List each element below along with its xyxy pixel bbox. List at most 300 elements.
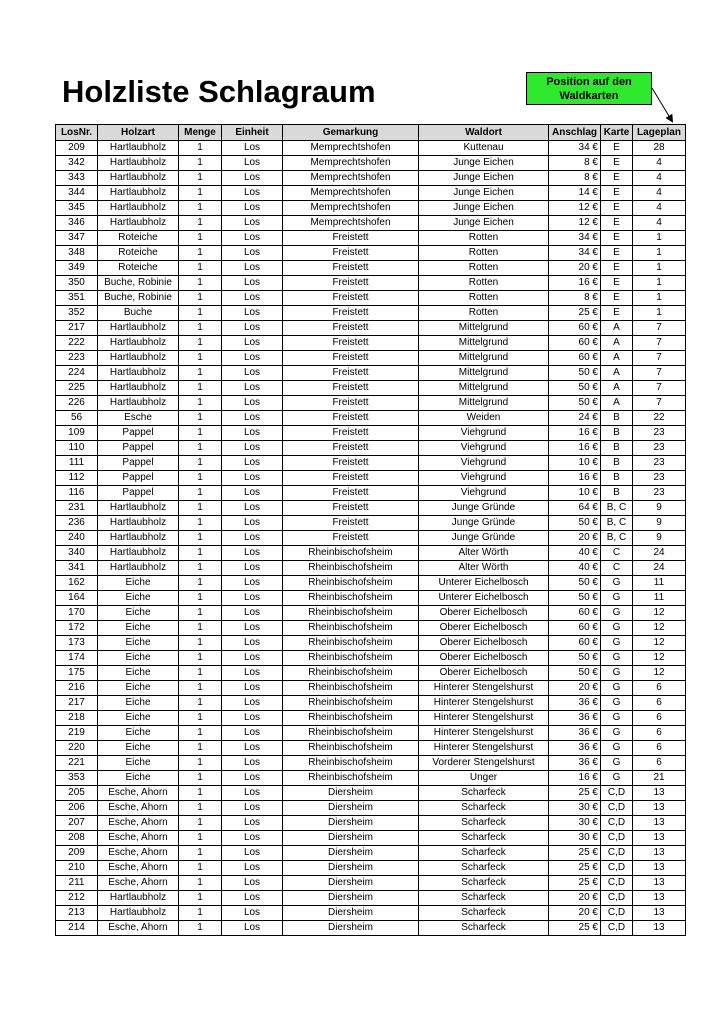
table-row bbox=[56, 231, 686, 246]
cell-karte: C,D bbox=[601, 786, 633, 801]
cell-einheit: Los bbox=[222, 441, 283, 456]
cell-waldort: Unterer Eichelbosch bbox=[419, 576, 549, 591]
table-row bbox=[56, 636, 686, 651]
cell-einheit: Los bbox=[222, 186, 283, 201]
cell-einheit: Los bbox=[222, 651, 283, 666]
table-row bbox=[56, 546, 686, 561]
cell-einheit: Los bbox=[222, 861, 283, 876]
cell-menge: 1 bbox=[179, 606, 222, 621]
cell-waldort: Viehgrund bbox=[419, 426, 549, 441]
cell-karte: B bbox=[601, 471, 633, 486]
cell-einheit: Los bbox=[222, 321, 283, 336]
cell-lageplan: 4 bbox=[633, 156, 686, 171]
cell-karte: E bbox=[601, 231, 633, 246]
table-row bbox=[56, 726, 686, 741]
cell-holzart: Roteiche bbox=[98, 231, 179, 246]
cell-waldort: Vorderer Stengelshurst bbox=[419, 756, 549, 771]
cell-lageplan: 12 bbox=[633, 636, 686, 651]
cell-holzart: Eiche bbox=[98, 636, 179, 651]
cell-gemarkung: Rheinbischofsheim bbox=[283, 621, 419, 636]
callout-box bbox=[526, 72, 652, 105]
cell-holzart: Hartlaubholz bbox=[98, 561, 179, 576]
cell-menge: 1 bbox=[179, 291, 222, 306]
cell-holzart: Esche, Ahorn bbox=[98, 801, 179, 816]
cell-holzart: Buche, Robinie bbox=[98, 291, 179, 306]
cell-menge: 1 bbox=[179, 741, 222, 756]
cell-holzart: Eiche bbox=[98, 726, 179, 741]
cell-waldort: Alter Wörth bbox=[419, 546, 549, 561]
table-row bbox=[56, 696, 686, 711]
cell-holzart: Eiche bbox=[98, 696, 179, 711]
cell-waldort: Mittelgrund bbox=[419, 336, 549, 351]
cell-losnr: 56 bbox=[56, 411, 98, 426]
cell-lageplan: 23 bbox=[633, 471, 686, 486]
cell-einheit: Los bbox=[222, 891, 283, 906]
cell-lageplan: 7 bbox=[633, 366, 686, 381]
table-row bbox=[56, 606, 686, 621]
cell-einheit: Los bbox=[222, 561, 283, 576]
cell-gemarkung: Freistett bbox=[283, 486, 419, 501]
cell-holzart: Hartlaubholz bbox=[98, 321, 179, 336]
cell-waldort: Hinterer Stengelshurst bbox=[419, 696, 549, 711]
cell-anschlag: 12 € bbox=[549, 201, 601, 216]
cell-karte: E bbox=[601, 141, 633, 156]
cell-waldort: Rotten bbox=[419, 306, 549, 321]
cell-anschlag: 25 € bbox=[549, 306, 601, 321]
table-row bbox=[56, 441, 686, 456]
cell-menge: 1 bbox=[179, 261, 222, 276]
cell-gemarkung: Rheinbischofsheim bbox=[283, 726, 419, 741]
cell-losnr: 348 bbox=[56, 246, 98, 261]
cell-gemarkung: Freistett bbox=[283, 456, 419, 471]
cell-holzart: Hartlaubholz bbox=[98, 336, 179, 351]
holzliste-table bbox=[55, 124, 686, 936]
cell-losnr: 236 bbox=[56, 516, 98, 531]
cell-anschlag: 36 € bbox=[549, 696, 601, 711]
cell-menge: 1 bbox=[179, 156, 222, 171]
cell-lageplan: 24 bbox=[633, 561, 686, 576]
cell-anschlag: 36 € bbox=[549, 726, 601, 741]
cell-gemarkung: Diersheim bbox=[283, 786, 419, 801]
cell-lageplan: 4 bbox=[633, 216, 686, 231]
cell-gemarkung: Diersheim bbox=[283, 831, 419, 846]
cell-anschlag: 20 € bbox=[549, 681, 601, 696]
cell-anschlag: 10 € bbox=[549, 456, 601, 471]
cell-einheit: Los bbox=[222, 261, 283, 276]
cell-anschlag: 20 € bbox=[549, 906, 601, 921]
cell-gemarkung: Memprechtshofen bbox=[283, 201, 419, 216]
cell-lageplan: 12 bbox=[633, 606, 686, 621]
cell-einheit: Los bbox=[222, 696, 283, 711]
cell-holzart: Buche bbox=[98, 306, 179, 321]
cell-karte: E bbox=[601, 276, 633, 291]
cell-menge: 1 bbox=[179, 786, 222, 801]
cell-holzart: Hartlaubholz bbox=[98, 186, 179, 201]
cell-einheit: Los bbox=[222, 546, 283, 561]
table-row bbox=[56, 261, 686, 276]
cell-holzart: Hartlaubholz bbox=[98, 156, 179, 171]
table-row bbox=[56, 366, 686, 381]
cell-karte: A bbox=[601, 321, 633, 336]
table-row bbox=[56, 291, 686, 306]
cell-holzart: Eiche bbox=[98, 666, 179, 681]
cell-anschlag: 60 € bbox=[549, 336, 601, 351]
cell-anschlag: 50 € bbox=[549, 396, 601, 411]
cell-losnr: 342 bbox=[56, 156, 98, 171]
cell-karte: G bbox=[601, 711, 633, 726]
cell-waldort: Junge Gründe bbox=[419, 516, 549, 531]
cell-einheit: Los bbox=[222, 906, 283, 921]
cell-losnr: 209 bbox=[56, 141, 98, 156]
cell-waldort: Scharfeck bbox=[419, 906, 549, 921]
cell-lageplan: 13 bbox=[633, 861, 686, 876]
cell-losnr: 213 bbox=[56, 906, 98, 921]
table-row bbox=[56, 471, 686, 486]
cell-anschlag: 16 € bbox=[549, 276, 601, 291]
cell-gemarkung: Freistett bbox=[283, 336, 419, 351]
cell-anschlag: 16 € bbox=[549, 441, 601, 456]
cell-holzart: Eiche bbox=[98, 621, 179, 636]
cell-menge: 1 bbox=[179, 546, 222, 561]
cell-losnr: 349 bbox=[56, 261, 98, 276]
cell-menge: 1 bbox=[179, 201, 222, 216]
cell-lageplan: 4 bbox=[633, 186, 686, 201]
cell-anschlag: 8 € bbox=[549, 291, 601, 306]
table-row bbox=[56, 591, 686, 606]
table-row bbox=[56, 396, 686, 411]
cell-karte: C,D bbox=[601, 861, 633, 876]
cell-waldort: Mittelgrund bbox=[419, 381, 549, 396]
table-row bbox=[56, 891, 686, 906]
cell-waldort: Hinterer Stengelshurst bbox=[419, 741, 549, 756]
cell-anschlag: 50 € bbox=[549, 381, 601, 396]
cell-einheit: Los bbox=[222, 621, 283, 636]
cell-einheit: Los bbox=[222, 801, 283, 816]
table-row bbox=[56, 156, 686, 171]
cell-einheit: Los bbox=[222, 471, 283, 486]
cell-holzart: Eiche bbox=[98, 771, 179, 786]
cell-gemarkung: Rheinbischofsheim bbox=[283, 591, 419, 606]
cell-gemarkung: Rheinbischofsheim bbox=[283, 606, 419, 621]
table-row bbox=[56, 486, 686, 501]
cell-anschlag: 34 € bbox=[549, 141, 601, 156]
cell-lageplan: 9 bbox=[633, 516, 686, 531]
table-row bbox=[56, 501, 686, 516]
cell-lageplan: 1 bbox=[633, 231, 686, 246]
cell-einheit: Los bbox=[222, 681, 283, 696]
cell-holzart: Pappel bbox=[98, 456, 179, 471]
cell-losnr: 212 bbox=[56, 891, 98, 906]
header-losnr: LosNr. bbox=[56, 125, 98, 141]
cell-karte: E bbox=[601, 186, 633, 201]
cell-einheit: Los bbox=[222, 156, 283, 171]
cell-lageplan: 6 bbox=[633, 741, 686, 756]
cell-losnr: 225 bbox=[56, 381, 98, 396]
cell-waldort: Oberer Eichelbosch bbox=[419, 621, 549, 636]
cell-einheit: Los bbox=[222, 576, 283, 591]
cell-einheit: Los bbox=[222, 531, 283, 546]
cell-karte: G bbox=[601, 741, 633, 756]
cell-menge: 1 bbox=[179, 141, 222, 156]
cell-menge: 1 bbox=[179, 921, 222, 936]
cell-menge: 1 bbox=[179, 831, 222, 846]
cell-anschlag: 50 € bbox=[549, 666, 601, 681]
table-row bbox=[56, 906, 686, 921]
cell-losnr: 347 bbox=[56, 231, 98, 246]
cell-einheit: Los bbox=[222, 876, 283, 891]
cell-losnr: 350 bbox=[56, 276, 98, 291]
cell-holzart: Hartlaubholz bbox=[98, 141, 179, 156]
cell-einheit: Los bbox=[222, 306, 283, 321]
cell-einheit: Los bbox=[222, 741, 283, 756]
cell-gemarkung: Diersheim bbox=[283, 906, 419, 921]
cell-holzart: Eiche bbox=[98, 651, 179, 666]
cell-gemarkung: Memprechtshofen bbox=[283, 171, 419, 186]
cell-holzart: Hartlaubholz bbox=[98, 501, 179, 516]
cell-einheit: Los bbox=[222, 816, 283, 831]
cell-einheit: Los bbox=[222, 711, 283, 726]
cell-karte: C,D bbox=[601, 876, 633, 891]
cell-anschlag: 12 € bbox=[549, 216, 601, 231]
cell-karte: E bbox=[601, 156, 633, 171]
cell-gemarkung: Freistett bbox=[283, 231, 419, 246]
cell-gemarkung: Diersheim bbox=[283, 876, 419, 891]
cell-menge: 1 bbox=[179, 246, 222, 261]
cell-waldort: Junge Gründe bbox=[419, 531, 549, 546]
cell-waldort: Hinterer Stengelshurst bbox=[419, 726, 549, 741]
cell-waldort: Mittelgrund bbox=[419, 321, 549, 336]
cell-menge: 1 bbox=[179, 456, 222, 471]
cell-anschlag: 50 € bbox=[549, 516, 601, 531]
cell-menge: 1 bbox=[179, 426, 222, 441]
cell-gemarkung: Rheinbischofsheim bbox=[283, 651, 419, 666]
cell-losnr: 116 bbox=[56, 486, 98, 501]
cell-einheit: Los bbox=[222, 381, 283, 396]
cell-holzart: Eiche bbox=[98, 591, 179, 606]
cell-karte: B bbox=[601, 441, 633, 456]
cell-anschlag: 40 € bbox=[549, 561, 601, 576]
cell-waldort: Weiden bbox=[419, 411, 549, 426]
cell-anschlag: 50 € bbox=[549, 651, 601, 666]
table-row bbox=[56, 651, 686, 666]
cell-gemarkung: Freistett bbox=[283, 276, 419, 291]
cell-gemarkung: Freistett bbox=[283, 306, 419, 321]
cell-lageplan: 12 bbox=[633, 651, 686, 666]
cell-karte: C,D bbox=[601, 831, 633, 846]
cell-anschlag: 24 € bbox=[549, 411, 601, 426]
cell-waldort: Oberer Eichelbosch bbox=[419, 666, 549, 681]
cell-lageplan: 13 bbox=[633, 876, 686, 891]
cell-einheit: Los bbox=[222, 726, 283, 741]
cell-menge: 1 bbox=[179, 666, 222, 681]
cell-karte: B, C bbox=[601, 531, 633, 546]
cell-menge: 1 bbox=[179, 231, 222, 246]
cell-lageplan: 23 bbox=[633, 456, 686, 471]
cell-losnr: 341 bbox=[56, 561, 98, 576]
callout-line-2: Waldkarten bbox=[559, 90, 619, 102]
cell-losnr: 217 bbox=[56, 321, 98, 336]
cell-waldort: Mittelgrund bbox=[419, 366, 549, 381]
cell-einheit: Los bbox=[222, 411, 283, 426]
cell-anschlag: 16 € bbox=[549, 471, 601, 486]
cell-gemarkung: Diersheim bbox=[283, 846, 419, 861]
cell-gemarkung: Diersheim bbox=[283, 891, 419, 906]
cell-anschlag: 64 € bbox=[549, 501, 601, 516]
cell-einheit: Los bbox=[222, 501, 283, 516]
cell-anschlag: 25 € bbox=[549, 846, 601, 861]
cell-holzart: Eiche bbox=[98, 576, 179, 591]
header-einheit: Einheit bbox=[222, 125, 283, 141]
cell-anschlag: 25 € bbox=[549, 786, 601, 801]
cell-waldort: Mittelgrund bbox=[419, 351, 549, 366]
cell-gemarkung: Freistett bbox=[283, 516, 419, 531]
cell-anschlag: 25 € bbox=[549, 861, 601, 876]
cell-gemarkung: Rheinbischofsheim bbox=[283, 771, 419, 786]
cell-gemarkung: Freistett bbox=[283, 366, 419, 381]
cell-karte: G bbox=[601, 771, 633, 786]
cell-holzart: Pappel bbox=[98, 441, 179, 456]
cell-menge: 1 bbox=[179, 351, 222, 366]
table-row bbox=[56, 336, 686, 351]
cell-gemarkung: Freistett bbox=[283, 471, 419, 486]
cell-menge: 1 bbox=[179, 471, 222, 486]
table-row bbox=[56, 321, 686, 336]
cell-lageplan: 9 bbox=[633, 501, 686, 516]
cell-losnr: 209 bbox=[56, 846, 98, 861]
table-row bbox=[56, 846, 686, 861]
cell-lageplan: 13 bbox=[633, 816, 686, 831]
cell-karte: A bbox=[601, 351, 633, 366]
table-row bbox=[56, 756, 686, 771]
cell-karte: G bbox=[601, 606, 633, 621]
cell-holzart: Hartlaubholz bbox=[98, 516, 179, 531]
table-row bbox=[56, 816, 686, 831]
cell-menge: 1 bbox=[179, 576, 222, 591]
cell-anschlag: 16 € bbox=[549, 426, 601, 441]
cell-holzart: Hartlaubholz bbox=[98, 351, 179, 366]
cell-losnr: 210 bbox=[56, 861, 98, 876]
cell-waldort: Scharfeck bbox=[419, 876, 549, 891]
cell-menge: 1 bbox=[179, 756, 222, 771]
cell-holzart: Esche, Ahorn bbox=[98, 846, 179, 861]
cell-lageplan: 7 bbox=[633, 321, 686, 336]
cell-karte: G bbox=[601, 696, 633, 711]
cell-karte: B bbox=[601, 426, 633, 441]
cell-gemarkung: Freistett bbox=[283, 396, 419, 411]
cell-karte: G bbox=[601, 666, 633, 681]
cell-karte: A bbox=[601, 336, 633, 351]
header-anschlag: Anschlag bbox=[549, 125, 601, 141]
cell-waldort: Junge Eichen bbox=[419, 171, 549, 186]
cell-menge: 1 bbox=[179, 186, 222, 201]
cell-waldort: Rotten bbox=[419, 276, 549, 291]
cell-holzart: Esche, Ahorn bbox=[98, 816, 179, 831]
cell-holzart: Esche bbox=[98, 411, 179, 426]
cell-anschlag: 60 € bbox=[549, 621, 601, 636]
cell-einheit: Los bbox=[222, 366, 283, 381]
table-row bbox=[56, 921, 686, 936]
cell-losnr: 111 bbox=[56, 456, 98, 471]
cell-karte: C,D bbox=[601, 816, 633, 831]
cell-waldort: Rotten bbox=[419, 246, 549, 261]
cell-anschlag: 8 € bbox=[549, 171, 601, 186]
cell-gemarkung: Freistett bbox=[283, 411, 419, 426]
cell-anschlag: 14 € bbox=[549, 186, 601, 201]
cell-waldort: Oberer Eichelbosch bbox=[419, 651, 549, 666]
cell-gemarkung: Freistett bbox=[283, 291, 419, 306]
cell-anschlag: 30 € bbox=[549, 831, 601, 846]
cell-waldort: Scharfeck bbox=[419, 786, 549, 801]
cell-waldort: Viehgrund bbox=[419, 486, 549, 501]
cell-anschlag: 20 € bbox=[549, 261, 601, 276]
cell-losnr: 112 bbox=[56, 471, 98, 486]
cell-menge: 1 bbox=[179, 441, 222, 456]
cell-karte: C bbox=[601, 561, 633, 576]
cell-karte: G bbox=[601, 756, 633, 771]
table-row bbox=[56, 666, 686, 681]
cell-gemarkung: Rheinbischofsheim bbox=[283, 756, 419, 771]
cell-karte: G bbox=[601, 621, 633, 636]
table-row bbox=[56, 246, 686, 261]
cell-anschlag: 16 € bbox=[549, 771, 601, 786]
cell-gemarkung: Rheinbischofsheim bbox=[283, 741, 419, 756]
cell-losnr: 224 bbox=[56, 366, 98, 381]
cell-lageplan: 23 bbox=[633, 441, 686, 456]
cell-anschlag: 50 € bbox=[549, 591, 601, 606]
cell-gemarkung: Freistett bbox=[283, 531, 419, 546]
page-title: Holzliste Schlagraum bbox=[62, 74, 376, 109]
cell-lageplan: 4 bbox=[633, 201, 686, 216]
cell-anschlag: 60 € bbox=[549, 606, 601, 621]
table-row bbox=[56, 411, 686, 426]
cell-menge: 1 bbox=[179, 306, 222, 321]
table-row bbox=[56, 186, 686, 201]
cell-holzart: Hartlaubholz bbox=[98, 396, 179, 411]
cell-anschlag: 20 € bbox=[549, 891, 601, 906]
cell-holzart: Esche, Ahorn bbox=[98, 831, 179, 846]
cell-waldort: Viehgrund bbox=[419, 471, 549, 486]
cell-gemarkung: Diersheim bbox=[283, 801, 419, 816]
cell-lageplan: 13 bbox=[633, 831, 686, 846]
cell-holzart: Hartlaubholz bbox=[98, 171, 179, 186]
cell-waldort: Viehgrund bbox=[419, 441, 549, 456]
cell-lageplan: 9 bbox=[633, 531, 686, 546]
cell-gemarkung: Freistett bbox=[283, 501, 419, 516]
cell-menge: 1 bbox=[179, 216, 222, 231]
cell-einheit: Los bbox=[222, 591, 283, 606]
cell-losnr: 110 bbox=[56, 441, 98, 456]
header-karte: Karte bbox=[601, 125, 633, 141]
cell-anschlag: 30 € bbox=[549, 816, 601, 831]
cell-gemarkung: Diersheim bbox=[283, 861, 419, 876]
cell-waldort: Oberer Eichelbosch bbox=[419, 606, 549, 621]
cell-lageplan: 12 bbox=[633, 621, 686, 636]
cell-menge: 1 bbox=[179, 366, 222, 381]
cell-karte: G bbox=[601, 651, 633, 666]
cell-holzart: Pappel bbox=[98, 486, 179, 501]
cell-karte: E bbox=[601, 216, 633, 231]
table-row bbox=[56, 141, 686, 156]
cell-gemarkung: Rheinbischofsheim bbox=[283, 546, 419, 561]
cell-lageplan: 23 bbox=[633, 486, 686, 501]
cell-anschlag: 8 € bbox=[549, 156, 601, 171]
cell-lageplan: 28 bbox=[633, 141, 686, 156]
table-row bbox=[56, 171, 686, 186]
cell-losnr: 240 bbox=[56, 531, 98, 546]
cell-gemarkung: Rheinbischofsheim bbox=[283, 636, 419, 651]
cell-einheit: Los bbox=[222, 201, 283, 216]
table-row bbox=[56, 456, 686, 471]
